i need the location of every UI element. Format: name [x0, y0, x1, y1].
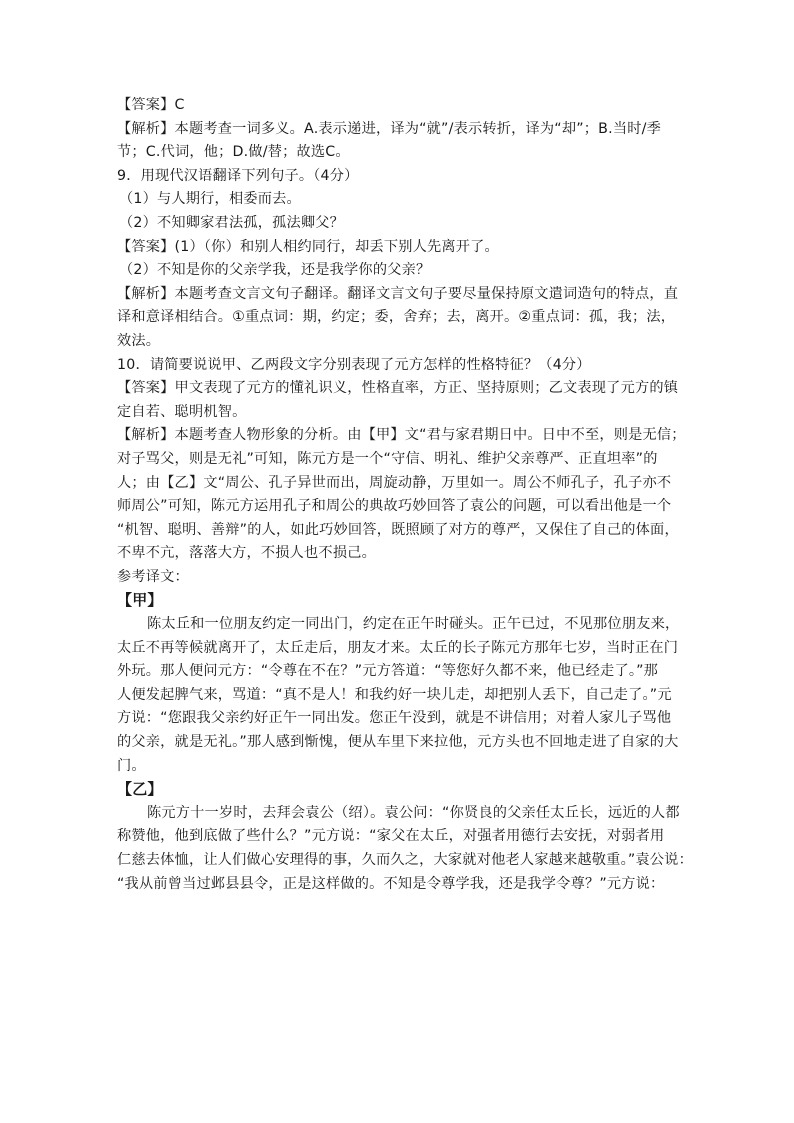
yi-paragraph-line-4: “我从前曾当过邺县县令，正是这样做的。不知是令尊学我，还是我学令尊？”元方说： — [117, 875, 665, 892]
answer-10-line-1: 【答案】甲文表现了元方的懂礼识义，性格直率，方正、坚持原则；乙文表现了元方的镇 — [117, 380, 679, 397]
yi-paragraph-line-3: 仁慈去体恤，让人们做心安理得的事，久而久之，大家就对他老人家越来越敬重。”袁公说： — [117, 852, 693, 868]
answer-10-line-2: 定自若、聪明机智。 — [117, 403, 247, 420]
reference-translation-heading: 参考译文： — [117, 568, 189, 585]
jia-paragraph-line-6: 的父亲，就是无礼。”那人感到惭愧，便从车里下来拉他，元方头也不回地走进了自家的大 — [117, 734, 679, 751]
jia-paragraph-line-1: 陈太丘和一位朋友约定一同出门，约定在正午时碰头。正午已过，不见那位朋友来， — [147, 616, 680, 633]
analysis-10-line-6: 不卑不亢，落落大方，不损人也不损己。 — [117, 545, 376, 562]
analysis-10-line-2: 对子骂父，则是无礼”可知，陈元方是一个“守信、明礼、维护父亲尊严、正直坦率”的 — [117, 450, 658, 467]
analysis-10-line-1: 【解析】本题考查人物形象的分析。由【甲】文“君与家君期日中。日中不至，则是无信； — [117, 427, 686, 444]
jia-paragraph-line-7: 门。 — [117, 757, 146, 774]
answer-9-line-2: （2）不知是你的父亲学我，还是我学你的父亲？ — [119, 262, 431, 279]
section-yi-heading: 【乙】 — [117, 780, 163, 799]
yi-paragraph-line-1: 陈元方十一岁时，去拜会袁公（绍）。袁公问：“你贤良的父亲任太丘长，远近的人都 — [147, 804, 680, 821]
question-9-item-1: （1）与人期行，相委而去。 — [119, 191, 301, 208]
document-page — [117, 94, 693, 896]
jia-paragraph-line-5: 方说：“您跟我父亲约好正午一同出发。您正午没到，就是不讲信用；对着人家儿子骂他 — [117, 710, 672, 727]
analysis-10-line-4: 师周公”可知，陈元方运用孔子和周公的典故巧妙回答了袁公的问题，可以看出他是一个 — [117, 498, 672, 515]
jia-paragraph-line-3: 外玩。那人便问元方：“令尊在不在？”元方答道：“等您好久都不来，他已经走了。”那 — [117, 663, 659, 680]
analysis-9-line-1: 【解析】本题考查文言文句子翻译。翻译文言文句子要尽量保持原文遣词造句的特点，直 — [117, 285, 679, 302]
analysis-10-line-5: “机智、聪明、善辩”的人，如此巧妙回答，既照顾了对方的尊严，又保住了自己的体面， — [117, 521, 679, 538]
analysis-10-line-3: 人；由【乙】文“周公、孔子异世而出，周旋动静，万里如一。周公不师孔子，孔子亦不 — [117, 474, 672, 491]
question-9: 9．用现代汉语翻译下列句子。（4分） — [117, 167, 359, 184]
answer-8: 【答案】C — [117, 97, 185, 113]
section-jia-heading: 【甲】 — [117, 591, 163, 610]
answer-9-line-1: 【答案】(1）（你）和别人相约同行，却丢下别人先离开了。 — [117, 238, 499, 255]
analysis-9-line-2: 译和意译相结合。①重点词：期，约定；委，舍弃；去，离开。②重点词：孤，我；法， — [117, 309, 676, 326]
jia-paragraph-line-2: 太丘不再等候就离开了，太丘走后，朋友才来。太丘的长子陈元方那年七岁，当时正在门 — [117, 639, 679, 656]
analysis-8-line-1: 【解析】本题考查一词多义。A.表示递进，译为“就”/表示转折，译为“却”；B.当时/季 — [117, 120, 661, 137]
analysis-9-line-3: 效法。 — [117, 332, 161, 349]
question-10: 10．请简要说说甲、乙两段文字分别表现了元方怎样的性格特征？（4分） — [117, 356, 591, 373]
jia-paragraph-line-4: 人便发起脾气来，骂道：“真不是人！和我约好一块儿走，却把别人丢下，自己走了。”元 — [117, 686, 672, 703]
analysis-8-line-2: 节；C.代词，他；D.做/替；故选C。 — [117, 144, 350, 161]
question-9-item-2: （2）不知卿家君法孤，孤法卿父？ — [119, 214, 345, 231]
yi-paragraph-line-2: 称赞他，他到底做了些什么？”元方说：“家父在太丘，对强者用德行去安抚，对弱者用 — [117, 828, 665, 845]
